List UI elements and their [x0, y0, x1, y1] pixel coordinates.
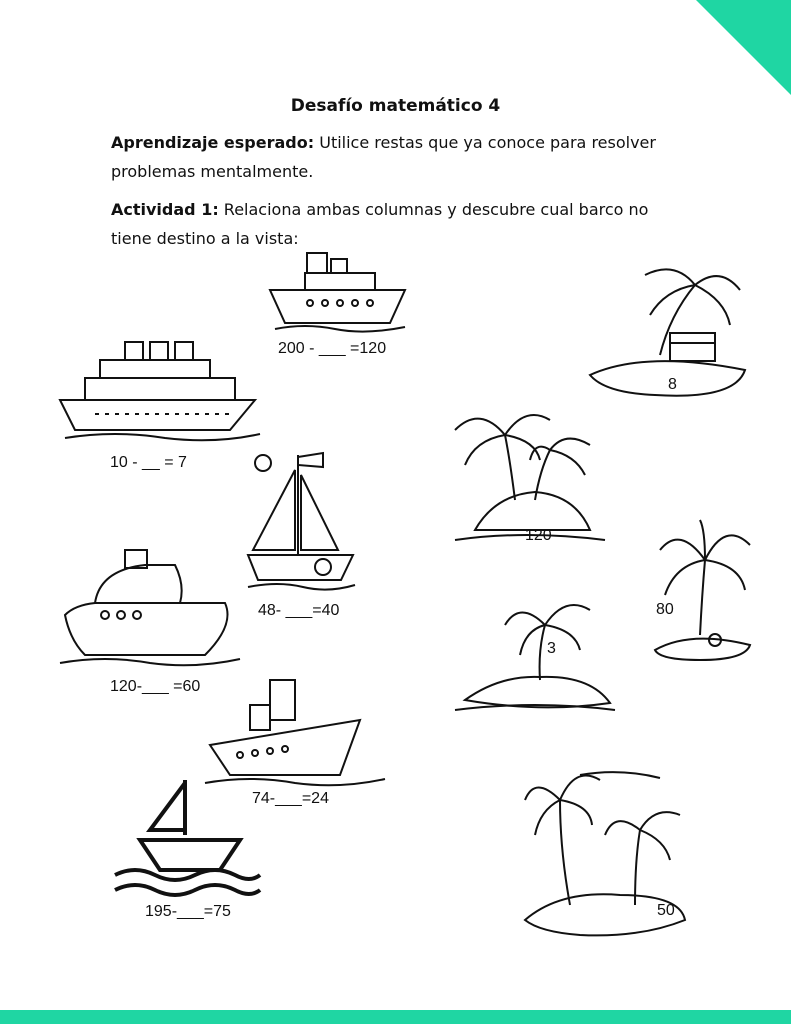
boat-equation: 200 - ___ =120 [278, 340, 387, 357]
bottom-bar [0, 1010, 791, 1024]
boat-equation: 74-___=24 [252, 790, 329, 807]
simple-sailboat-icon [110, 775, 265, 900]
boat-equation: 195-___=75 [145, 903, 231, 920]
learning-goal-label: Aprendizaje esperado: [111, 133, 315, 152]
liner-icon [55, 545, 245, 670]
corner-decoration [696, 0, 791, 95]
small-island-icon [450, 595, 620, 720]
learning-goal [111, 128, 691, 186]
activity-label: Actividad 1: [111, 200, 219, 219]
tugboat-icon [200, 675, 390, 790]
boat-equation: 48- ___=40 [258, 602, 340, 619]
activity-text: Relaciona ambas columnas y descubre cual barco no tiene destino a la vista: [111, 200, 649, 248]
island-number: 3 [547, 640, 556, 657]
island-number: 120 [525, 527, 552, 544]
cruise-ship-icon [55, 330, 265, 445]
palm-tree-icon [650, 515, 760, 660]
boat-equation: 120-___ =60 [110, 678, 201, 695]
learning-goal-text: Utilice restas que ya conoce para resolver problemas mentalmente. [111, 133, 656, 181]
boat-equation: 10 - __ = 7 [110, 454, 187, 471]
sailboat-icon [243, 445, 358, 595]
page-title: Desafío matemático 4 [290, 96, 501, 116]
island-number: 8 [668, 376, 677, 393]
island-number: 50 [657, 902, 675, 919]
island-number: 80 [656, 601, 674, 618]
steamship-icon [265, 245, 415, 335]
